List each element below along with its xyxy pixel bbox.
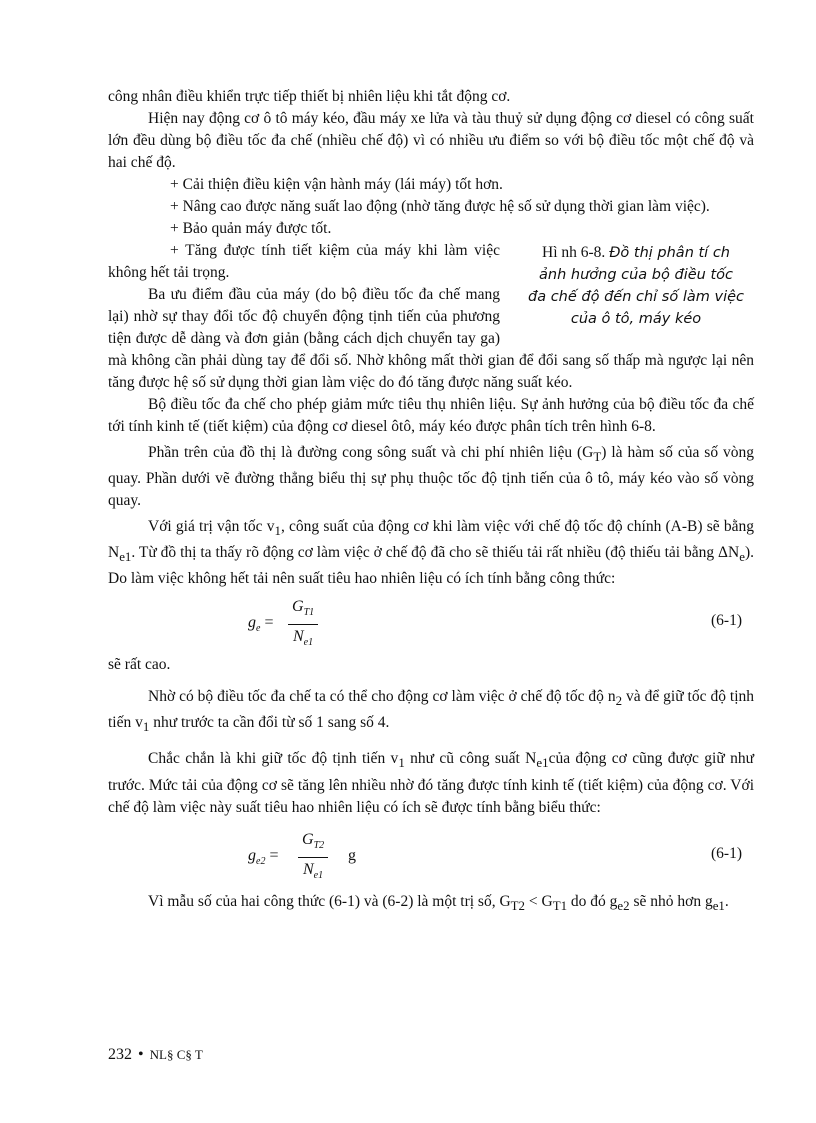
subscript: 1 xyxy=(142,719,150,735)
equation-number: (6-1) xyxy=(711,844,742,862)
text: Với giá trị vận tốc v xyxy=(148,518,275,536)
paragraph: sẽ rất cao. xyxy=(108,656,171,674)
subscript: 1 xyxy=(398,755,405,771)
figure-caption-line: Đồ thị phân tí ch xyxy=(609,245,730,261)
formula-lhs: $g_{e2}$ = xyxy=(248,846,279,867)
subscript: T2 xyxy=(510,897,525,913)
page-footer xyxy=(108,1046,203,1064)
formula-6-2 xyxy=(108,827,754,885)
paragraph xyxy=(108,891,754,917)
text: của động cơ cũng được giữ như trước. Mức tải của động cơ sẽ tăng lên nhiều nhờ đó tăng được tính kinh tế (tiết kiệm) của động cơ. Với chế độ làm việc này suất tiêu hao nhiên liệu có ích sẽ được tính bằng biểu thức: xyxy=(108,750,754,816)
subscript: T1 xyxy=(552,897,568,913)
footer-code: NL§ C§ T xyxy=(149,1047,203,1062)
text: . xyxy=(724,892,729,910)
text: ). Do làm việc không hết tải nên suất tiêu hao nhiên liệu có ích tính bằng công thức: xyxy=(108,544,754,588)
paragraph xyxy=(108,516,754,590)
bullet-item: + Cải thiện điều kiện vận hành máy (lái máy) tốt hơn. xyxy=(170,176,503,193)
formula-numerator: $G_{T1}$ xyxy=(288,596,318,625)
bullet-item: + Nâng cao được năng suất lao động (nhờ tăng được hệ số sử dụng thời gian làm việc). xyxy=(170,198,710,215)
text: Chắc chắn là khi giữ tốc độ tịnh tiến v xyxy=(148,750,399,768)
bullet-item: + Bảo quản máy được tốt. xyxy=(170,220,332,237)
paragraph: công nhân điều khiển trực tiếp thiết bị nhiên liệu khi tắt động cơ. xyxy=(108,88,511,105)
text: < G xyxy=(525,892,553,910)
figure-caption xyxy=(518,242,754,330)
figure-caption-prefix: Hì nh 6-8. xyxy=(542,244,606,261)
page-body xyxy=(108,86,754,917)
formula-fraction xyxy=(288,596,318,655)
subscript: e1 xyxy=(119,549,132,565)
paragraph: Ba ưu điểm đầu của máy (do bộ điều tốc đa chế mang lại) nhờ sự thay đổi tốc độ chuyển động tịnh tiến của phương tiện được dễ dàng và đơn giản (bằng cách dịch chuyển tay ga) mà không cần phải dùng tay để đổi số. Nhờ không mất thời gian để đổi sang số thấp mà ngược lại nên tăng được hệ số sử dụng thời gian làm việc do đó tăng được năng suất kéo. xyxy=(108,286,754,391)
formula-denominator: $N_{e1}$ xyxy=(293,628,314,649)
text: như trước ta cần đổi từ số 1 sang số 4. xyxy=(149,714,390,732)
figure-caption-line: ảnh hưởng của bộ điều tốc xyxy=(539,267,733,283)
page-number: 232 xyxy=(108,1046,132,1063)
formula-tail: g xyxy=(348,846,356,864)
formula-lhs: $g_e$ = xyxy=(248,614,274,635)
text: do đó g xyxy=(567,892,618,910)
text: ) là hàm số của số vòng quay. Phần dưới vẽ đường thẳng biểu thị sự phụ thuộc tốc độ tịnh tiến của ô tô, máy kéo vào số vòng quay. xyxy=(108,444,755,510)
subscript: e2 xyxy=(617,897,630,913)
text: , công suất của động cơ khi làm việc với chế độ tốc độ chính (A-B) sẽ bằng N xyxy=(108,518,754,562)
subscript: e xyxy=(739,549,745,565)
figure-caption-line: đa chế độ đến chỉ số làm việc xyxy=(528,289,744,305)
text: như cũ công suất N xyxy=(404,750,537,768)
subscript: T xyxy=(593,449,602,465)
figure-caption-line: của ô tô, máy kéo xyxy=(570,311,702,327)
subscript: 1 xyxy=(274,523,281,539)
paragraph: Hiện nay động cơ ô tô máy kéo, đầu máy xe lửa và tàu thuỷ sử dụng động cơ diesel có công suất lớn đều dùng bộ điều tốc đa chế (nhiều chế độ) vì có nhiều ưu điểm so với bộ điều tốc một chế độ và hai chế độ. xyxy=(108,110,754,171)
text: sẽ nhỏ hơn g xyxy=(629,892,713,910)
text: Nhờ có bộ điều tốc đa chế ta có thể cho động cơ làm việc ở chế độ tốc độ n xyxy=(148,688,616,706)
text: . Từ đồ thị ta thấy rõ động cơ làm việc ở chế độ đã cho sẽ thiếu tải rất nhiều (độ thiếu tải bằng ΔN xyxy=(131,544,740,562)
formula-denominator: $N_{e1}$ xyxy=(303,860,324,881)
subscript: e1 xyxy=(712,897,725,913)
text: và để giữ tốc độ tịnh tiến v xyxy=(108,688,754,732)
equation-number: (6-1) xyxy=(711,612,742,630)
paragraph: Bộ điều tốc đa chế cho phép giảm mức tiêu thụ nhiên liệu. Sự ảnh hưởng của bộ điều tốc đa chế tới tính kinh tế (tiết kiệm) của động cơ diesel ôtô, máy kéo được phân tích trên hình 6-8. xyxy=(108,396,754,435)
subscript: e1 xyxy=(536,755,549,771)
subscript: 2 xyxy=(615,693,623,709)
footer-bullet: • xyxy=(138,1046,144,1063)
bullet-item: + Tăng được tính tiết kiệm của máy khi làm việc không hết tải trọng. xyxy=(108,242,500,281)
paragraph xyxy=(108,748,754,818)
formula-numerator: $G_{T2}$ xyxy=(298,829,328,858)
text: Vì mẫu số của hai công thức (6-1) và (6-2) là một trị số, G xyxy=(148,892,511,910)
formula-fraction xyxy=(298,829,328,888)
paragraph xyxy=(108,686,754,738)
text: Phần trên của đồ thị là đường cong sông suất và chi phí nhiên liệu (G xyxy=(148,444,594,461)
formula-6-1 xyxy=(108,594,754,652)
paragraph xyxy=(108,442,754,512)
